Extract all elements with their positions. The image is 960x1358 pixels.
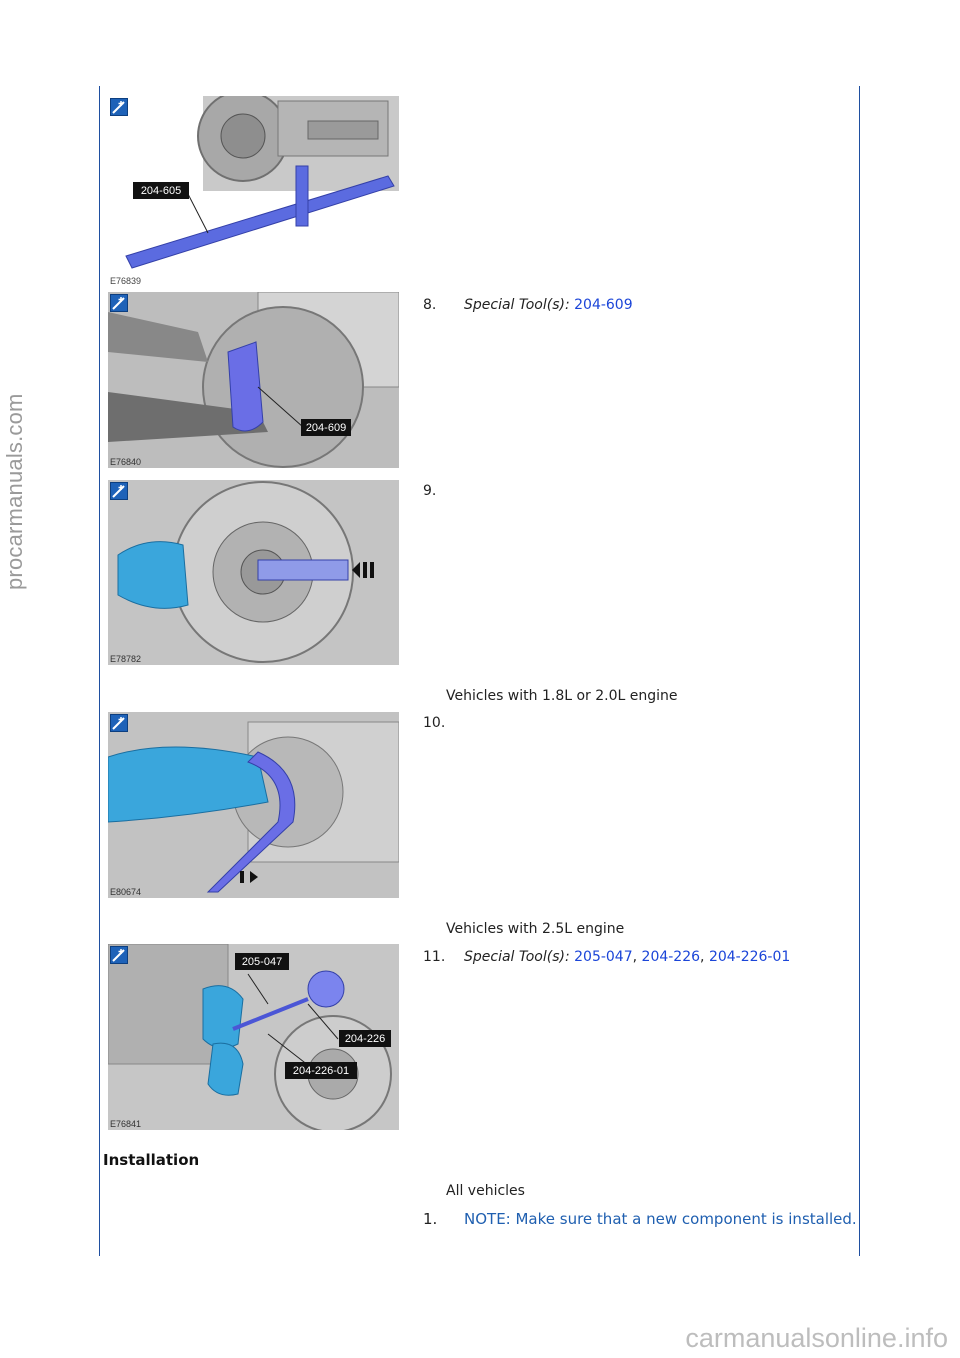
- watermark-bottom: carmanualsonline.info: [685, 1323, 948, 1353]
- tool-link-204-226-01[interactable]: 204-226-01: [708, 949, 791, 965]
- step-9: [423, 482, 463, 501]
- step-number: 8.: [423, 297, 437, 313]
- condition-caption: Vehicles with 2.5L engine: [446, 921, 625, 937]
- figure-illustration: [108, 712, 399, 898]
- callout-label: 205-047: [241, 956, 283, 968]
- separator: ,: [700, 949, 709, 965]
- figure-illustration: [108, 944, 399, 1130]
- condition-caption: All vehicles: [446, 1183, 525, 1199]
- right-margin-rule: [859, 86, 860, 1256]
- tool-link-205-047[interactable]: 205-047: [574, 949, 633, 965]
- figure-code: E76840: [110, 457, 142, 467]
- watermark-side: procarmanuals.com: [2, 393, 27, 590]
- special-tools-label: Special Tool(s):: [464, 297, 575, 313]
- callout-label: 204-226: [344, 1033, 386, 1045]
- zoom-icon[interactable]: [110, 98, 128, 116]
- figure-hub-puller: [108, 944, 399, 1130]
- figure-ball-joint-separator: [108, 292, 399, 468]
- step-number: 1.: [423, 1210, 438, 1228]
- figure-illustration: [108, 96, 399, 288]
- callout-label: 204-609: [305, 422, 347, 434]
- figure-transaxle-driveshaft: [108, 712, 399, 898]
- condition-caption: Vehicles with 1.8L or 2.0L engine: [446, 688, 678, 704]
- zoom-icon[interactable]: [110, 294, 128, 312]
- zoom-icon[interactable]: [110, 946, 128, 964]
- figure-illustration: [108, 292, 399, 468]
- step-number: 10.: [423, 715, 446, 731]
- tool-link-204-609[interactable]: 204-609: [574, 297, 633, 313]
- figure-code: E76841: [110, 1119, 142, 1129]
- step-8: [423, 296, 633, 315]
- figure-driveshaft-hub: [108, 480, 399, 665]
- zoom-icon[interactable]: [110, 714, 128, 732]
- figure-tie-rod-separator: [108, 96, 399, 288]
- figure-code: E80674: [110, 887, 142, 897]
- left-margin-rule: [99, 86, 100, 1256]
- figure-code: E78782: [110, 654, 142, 664]
- callout-label: 204-605: [140, 185, 182, 197]
- special-tools-label: Special Tool(s):: [464, 949, 575, 965]
- zoom-icon[interactable]: [110, 482, 128, 500]
- step-number: 11.: [423, 949, 446, 965]
- tool-link-204-226[interactable]: 204-226: [641, 949, 701, 965]
- note-text: NOTE: Make sure that a new component is installed.: [464, 1210, 857, 1228]
- figure-code: E76839: [110, 276, 142, 286]
- step-10: [423, 714, 463, 733]
- step-number: 9.: [423, 483, 437, 499]
- step-1: [423, 1210, 857, 1229]
- separator: ,: [632, 949, 642, 965]
- section-heading-installation: Installation: [103, 1151, 200, 1169]
- callout-label: 204-226-01: [292, 1065, 350, 1077]
- step-11: [423, 948, 791, 967]
- figure-illustration: [108, 480, 399, 665]
